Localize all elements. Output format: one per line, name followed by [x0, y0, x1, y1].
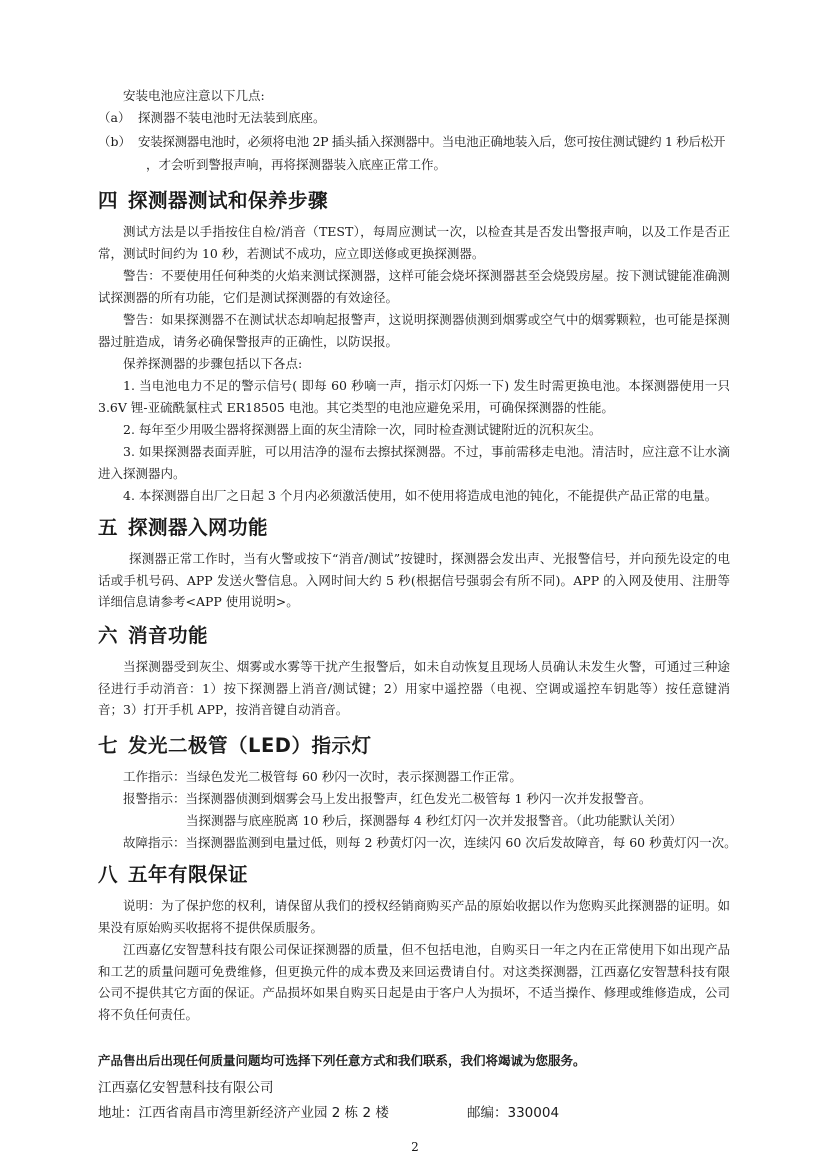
company-name: 江西嘉亿安智慧科技有限公司	[98, 1080, 274, 1096]
section-5-number: 五	[98, 516, 119, 539]
s8-receipt-note: 说明：为了保护您的权利，请保留从我们的授权经销商购买产品的原始收据以作为您购买此探测器的证明。如果没有原始购买收据将不提供保质服务。	[98, 898, 730, 935]
section-7-title: 发光二极管（LED）指示灯	[128, 734, 372, 757]
s7-alarm-indicator: 报警指示：当探测器侦测到烟雾会马上发出报警声，红色发光二极管每 1 秒闪一次并发报警音。	[123, 791, 652, 806]
service-notice: 产品售出后出现任何质量问题均可选择下列任意方式和我们联系，我们将竭诚为您服务。	[98, 1053, 586, 1068]
s8-warranty-terms: 江西嘉亿安智慧科技有限公司保证探测器的质量，但不包括电池，自购买日一年之内在正常使用下如出现产品和工艺的质量问题可免费维修，但更换元件的成本费及来回运费请自付。对这类探测器，江西嘉亿安智慧科技有限公司不提供其它方面的保证。产品损坏如果自购买日起是由于客户人为损坏，不适当操作、修理或维修造成，公司将不负任何责任。	[98, 942, 730, 1022]
section-8-title: 五年有限保证	[128, 863, 249, 886]
page-number: 2	[411, 1140, 419, 1154]
section-5-heading	[98, 515, 268, 541]
s7-fault-indicator: 故障指示：当探测器监测到电量过低，则每 2 秒黄灯闪一次，连续闪 60 次后发故障音，每 60 秒黄灯闪一次。	[123, 835, 737, 850]
s4-test-method: 测试方法是以手指按住自检/消音（TEST），每周应测试一次，以检查其是否发出警报声响，以及工作是否正常，测试时间约为 10 秒，若测试不成功，应立即送修或更换探测器。	[98, 224, 730, 261]
section-7-number: 七	[98, 734, 119, 757]
note-b-text-line2: ，才会听到警报声响，再将探测器装入底座正常工作。	[146, 157, 447, 172]
section-4-number: 四	[98, 189, 119, 212]
s4-warning-false-alarm: 警告：如果探测器不在测试状态却响起报警声，这说明探测器侦测到烟雾或空气中的烟雾颗粒，也可能是探测器过脏造成，请务必确保警报声的正确性，以防误报。	[98, 312, 730, 349]
note-b-text-line1: 安装探测器电池时，必须将电池 2P 插头插入探测器中。当电池正确地装入后，您可按住测试键约 1 秒后松开	[138, 134, 726, 149]
battery-notes-lead: 安装电池应注意以下几点:	[123, 88, 265, 103]
section-5-title: 探测器入网功能	[128, 516, 269, 539]
s4-maintenance-lead: 保养探测器的步骤包括以下各点:	[123, 356, 303, 371]
s5-network-desc: 探测器正常工作时，当有火警或按下“消音/测试”按键时，探测器会发出声、光报警信号，并向预先设定的电话或手机号码、APP 发送火警信息。入网时间大约 5 秒(根据信号强弱会有所不同)。APP 的入网及使用、注册等详细信息请参考<APP 使用说明>。	[98, 551, 730, 609]
section-4-title: 探测器测试和保养步骤	[128, 189, 329, 212]
section-6-title: 消音功能	[128, 624, 209, 647]
s4-step-3: 3. 如果探测器表面弄脏，可以用洁净的湿布去擦拭探测器。不过，事前需移走电池。清洁时，应注意不让水滴进入探测器内。	[98, 444, 730, 481]
s4-warning-flame: 警告：不要使用任何种类的火焰来测试探测器，这样可能会烧坏探测器甚至会烧毁房屋。按下测试键能准确测试探测器的所有功能，它们是测试探测器的有效途径。	[98, 268, 730, 305]
s4-step-4: 4. 本探测器自出厂之日起 3 个月内必须激活使用，如不使用将造成电池的钝化，不能提供产品正常的电量。	[123, 488, 718, 503]
section-8-number: 八	[98, 863, 119, 886]
company-address: 地址：江西省南昌市湾里新经济产业园 2 栋 2 楼	[98, 1105, 389, 1121]
note-a	[98, 106, 730, 129]
s4-step-1: 1. 当电池电力不足的警示信号( 即每 60 秒嘀一声，指示灯闪烁一下) 发生时需更换电池。本探测器使用一只 3.6V 锂-亚硫酰氯柱式 ER18505 电池。其它类型的电池应避免采用，可确保探测器的性能。	[98, 378, 730, 415]
section-6-heading	[98, 623, 208, 649]
s7-alarm-indicator-detach: 当探测器与底座脱离 10 秒后，探测器每 4 秒红灯闪一次并发报警音。（此功能默认关闭）	[186, 813, 683, 828]
s7-work-indicator: 工作指示：当绿色发光二极管每 60 秒闪一次时，表示探测器工作正常。	[123, 769, 522, 784]
note-b	[98, 130, 730, 176]
s4-step-2: 2. 每年至少用吸尘器将探测器上面的灰尘清除一次，同时检查测试键附近的沉积灰尘。	[123, 422, 602, 437]
postcode: 邮编：330004	[467, 1105, 560, 1121]
s6-silence-desc: 当探测器受到灰尘、烟雾或水雾等干扰产生报警后，如未自动恢复且现场人员确认未发生火警，可通过三种途径进行手动消音：1）按下探测器上消音/测试键；2）用家中遥控器（电视、空调或遥控车钥匙等）按任意键消音；3）打开手机 APP，按消音键自动消音。	[98, 659, 730, 717]
section-8-heading	[98, 862, 248, 888]
note-a-mark: （a）	[98, 110, 131, 125]
section-4-heading	[98, 188, 328, 214]
section-6-number: 六	[98, 624, 119, 647]
note-a-text: 探测器不装电池时无法装到底座。	[138, 110, 326, 125]
note-b-mark: （b）	[98, 134, 132, 149]
section-7-heading	[98, 733, 371, 759]
